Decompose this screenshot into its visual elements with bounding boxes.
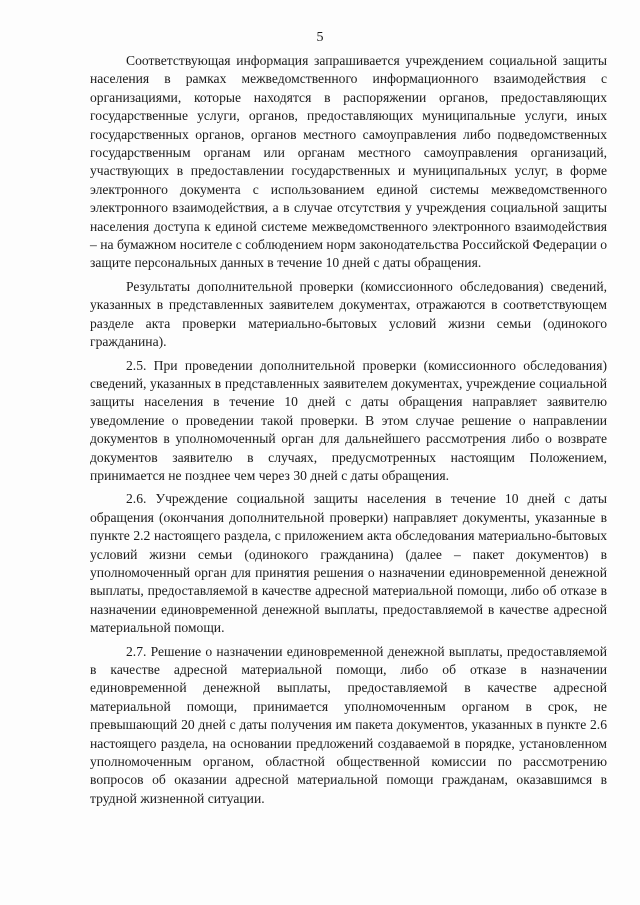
- page-number: 5: [316, 30, 324, 45]
- paragraph-clause-2-6: 2.6. Учреждение социальной защиты населения в течение 10 дней с даты обращения (окончания дополнительной проверки) направляет документы, указанные в пункте 2.2 настоящего раздела, с приложением акта обследования материально-бытовых условий жизни семьи (одинокого гражданина) (далее – пакет документов) в уполномоченный орган для принятия решения о назначении единовременной денежной выплаты, предоставляемой в качестве адресной материальной помощи, либо об отказе в назначении единовременной денежной выплаты, предоставляемой в качестве адресной материальной помощи.: [90, 491, 607, 636]
- document-body: [90, 52, 607, 808]
- paragraph-inspection-results: Результаты дополнительной проверки (комиссионного обследования) сведений, указанных в представленных заявителем документах, отражаются в соответствующем разделе акта проверки материально-бытовых условий жизни семьи (одинокого гражданина).: [90, 278, 607, 350]
- paragraph-clause-2-7: 2.7. Решение о назначении единовременной денежной выплаты, предоставляемой в качестве адресной материальной помощи, либо об отказе в назначении единовременной денежной выплаты, предоставляемой в качестве адресной материальной помощи, принимается уполномоченным органом в срок, не превышающий 20 дней с даты получения им пакета документов, указанных в пункте 2.6 настоящего раздела, на основании предложений создаваемой в порядке, установленном уполномоченным органом, областной общественной комиссии по рассмотрению вопросов об оказании адресной материальной помощи гражданам, оказавшимся в трудной жизненной ситуации.: [90, 643, 607, 806]
- paragraph-information-request: Соответствующая информация запрашивается учреждением социальной защиты населения в рамках межведомственного информационного взаимодействия с организациями, которые находятся в распоряжении органов, предоставляющих государственные услуги, органов, предоставляющих муниципальные услуги, иных государственных органов, органов местного самоуправления либо подведомственных государственным органам или органам местного самоуправления организаций, участвующих в предоставлении государственных и муниципальных услуг, в форме электронного документа с использованием единой системы межведомственного электронного взаимодействия, а в случае отсутствия у учреждения социальной защиты населения доступа к единой системе межведомственного электронного взаимодействия – на бумажном носителе с соблюдением норм законодательства Российской Федерации о защите персональных данных в течение 10 дней с даты обращения.: [90, 53, 607, 271]
- paragraph-clause-2-5: 2.5. При проведении дополнительной проверки (комиссионного обследования) сведений, указанных в представленных заявителем документах, учреждение социальной защиты населения в течение 10 дней с даты обращения направляет заявителю уведомление о проведении такой проверки. В этом случае решение о направлении документов в уполномоченный орган для дальнейшего рассмотрения либо о возврате документов заявителю в случаях, предусмотренных настоящим Положением, принимается не позднее чем через 30 дней с даты обращения.: [90, 357, 607, 483]
